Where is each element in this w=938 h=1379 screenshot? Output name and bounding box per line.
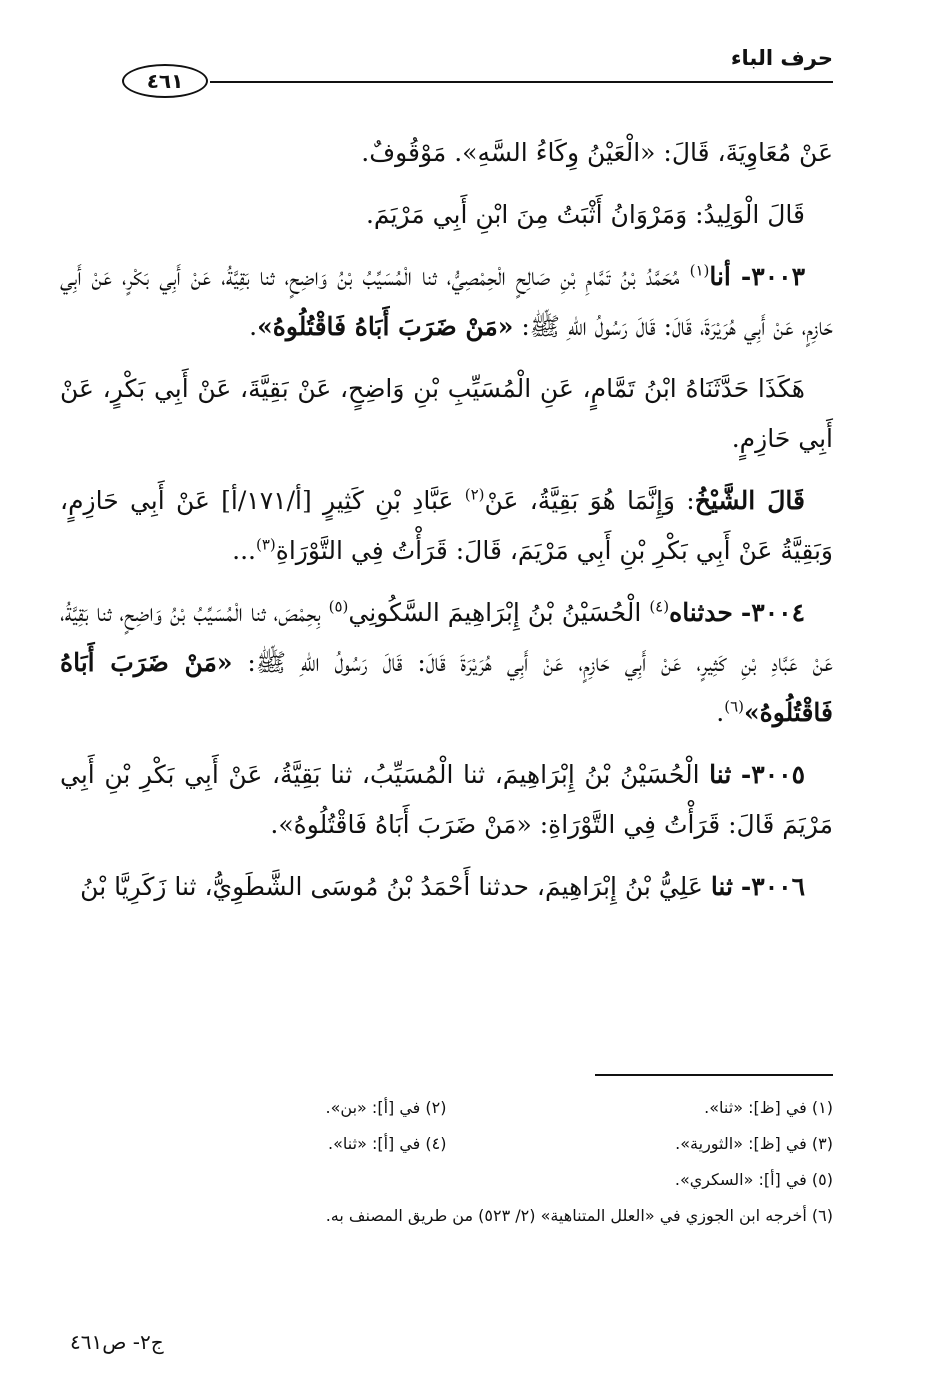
hadith-matn: «مَنْ ضَرَبَ أَبَاهُ فَاقْتُلُوهُ» xyxy=(60,648,833,727)
main-text xyxy=(60,128,833,924)
hadith-number: ٣٠٠٣- xyxy=(740,262,805,291)
paragraph-text: هَكَذَا حَدَّثَنَاهُ ابْنُ تَمَّامٍ، عَنِ الْمُسَيِّبِ بْنِ وَاضِحٍ، عَنْ بَقِيَّةَ، عَنْ أَبِي بَكْرٍ، عَنْ أَبِي حَازِمٍ. xyxy=(60,374,833,453)
footnote-ref[interactable]: (١) xyxy=(689,261,710,280)
paragraph xyxy=(60,190,833,240)
hadith-number: ٣٠٠٤- xyxy=(740,598,805,627)
running-head: حرف الباء xyxy=(730,46,833,70)
footnote-row xyxy=(60,1198,833,1234)
paragraph-text: مُحَمَّدُ بْنُ تَمَّامِ بْنِ صَالِحٍ الْحِمْصِيُّ، ثنا الْمُسَيِّبُ بْنُ وَاضِحٍ، ثنا بَقِيَّةُ، عَنْ أَبِي بَكْرٍ، عَنْ أَبِي حَازِمٍ، عَنْ أَبِي هُرَيْرَةَ، قَالَ: قَالَ رَسُولُ اللهِ ﷺ: xyxy=(60,262,833,341)
footnote-1: (١) في [ظ]: «ثنا». xyxy=(704,1098,833,1117)
paragraph xyxy=(60,364,833,464)
footnote-separator xyxy=(595,1074,833,1076)
paragraph-text: : وَإِنَّمَا هُوَ بَقِيَّةُ، عَنْ xyxy=(484,486,695,515)
footnote-ref[interactable]: (٦) xyxy=(724,697,745,716)
footnotes xyxy=(60,1090,833,1234)
hadith-3003 xyxy=(60,252,833,352)
paragraph-text: عَلِيُّ بْنُ إِبْرَاهِيمَ، حدثنا أَحْمَدُ بْنُ مُوسَى الشَّطَوِيُّ، ثنا زَكَرِيَّا بْنُ xyxy=(80,872,711,901)
hadith-3006 xyxy=(60,862,833,912)
paragraph-text: بِحِمْصَ، ثنا الْمُسَيِّبُ بْنُ وَاضِحٍ، ثنا بَقِيَّةُ، عَنْ عَبَّادِ بْنِ كَثِيرٍ، عَنْ أَبِي حَازِمٍ، عَنْ أَبِي هُرَيْرَةَ قَالَ: قَالَ رَسُولُ اللهِ ﷺ: xyxy=(60,598,833,677)
hadith-3004 xyxy=(60,588,833,738)
page-number: ٤٦١ xyxy=(146,69,184,93)
ellipsis: ... xyxy=(232,536,256,565)
footnote-row xyxy=(60,1126,833,1162)
footnote-ref[interactable]: (٢) xyxy=(464,485,485,504)
footnote-ref[interactable]: (٣) xyxy=(255,535,276,554)
hadith-number: ٣٠٠٥- xyxy=(740,760,805,789)
punctuation: . xyxy=(716,698,725,727)
paragraph-text: الْحُسَيْنُ بْنُ إِبْرَاهِيمَ السَّكُونِي xyxy=(348,598,650,627)
paragraph-text: الْحُسَيْنُ بْنُ إِبْرَاهِيمَ، ثنا الْمُسَيِّبُ، ثنا بَقِيَّةُ، عَنْ أَبِي بَكْرِ بْنِ أَبِي مَرْيَمَ قَالَ: قَرَأْتُ فِي التَّوْرَاةِ: «مَنْ ضَرَبَ أَبَاهُ فَاقْتُلُوهُ». xyxy=(60,760,833,839)
hadith-number: ٣٠٠٦- xyxy=(740,872,805,901)
hadith-3005 xyxy=(60,750,833,850)
page-number-badge xyxy=(122,64,208,98)
paragraph-text: قَالَ الْوَلِيدُ: وَمَرْوَانُ أَثْبَتُ مِنَ ابْنِ أَبِي مَرْيَمَ. xyxy=(365,200,805,229)
hadith-lead: ثنا xyxy=(710,872,733,901)
hadith-lead: أنا xyxy=(709,262,731,291)
header-rule xyxy=(210,81,833,83)
footnote-ref[interactable]: (٤) xyxy=(649,597,670,616)
folio-reference: ج٢- ص٤٦١ xyxy=(70,1330,164,1354)
footnote-3: (٣) في [ظ]: «الثورية». xyxy=(675,1134,833,1153)
hadith-lead: ثنا xyxy=(709,760,732,789)
punctuation: . xyxy=(249,312,258,341)
hadith-lead: حدثناه xyxy=(669,598,733,627)
paragraph-text: عَبَّادِ بْنِ كَثِيرٍ [أ/١٧١/أ] عَنْ أَبِي حَازِمٍ، وَبَقِيَّةُ عَنْ أَبِي بَكْرِ بْنِ أَبِي مَرْيَمَ، قَالَ: قَرَأْتُ فِي التَّوْرَاةِ xyxy=(60,486,833,565)
footnote-5: (٥) في [أ]: «السكري». xyxy=(674,1170,833,1189)
footnote-4: (٤) في [أ]: «ثنا». xyxy=(328,1134,447,1153)
hadith-matn: «مَنْ ضَرَبَ أَبَاهُ فَاقْتُلُوهُ» xyxy=(257,312,514,341)
paragraph xyxy=(60,128,833,178)
footnote-ref[interactable]: (٥) xyxy=(328,597,349,616)
footnote-6: (٦) أخرجه ابن الجوزي في «العلل المتناهية» (٢/ ٥٢٣) من طريق المصنف به. xyxy=(325,1206,833,1225)
footnote-row xyxy=(60,1162,833,1198)
sheikh-lead: قَالَ الشَّيْخُ xyxy=(694,486,805,515)
sheikh-comment xyxy=(60,476,833,576)
footnote-row xyxy=(60,1090,833,1126)
paragraph-text: عَنْ مُعَاوِيَةَ، قَالَ: «الْعَيْنُ وِكَاءُ السَّهِ». مَوْقُوفٌ. xyxy=(361,138,833,167)
footnote-2: (٢) في [أ]: «بن». xyxy=(325,1098,447,1117)
